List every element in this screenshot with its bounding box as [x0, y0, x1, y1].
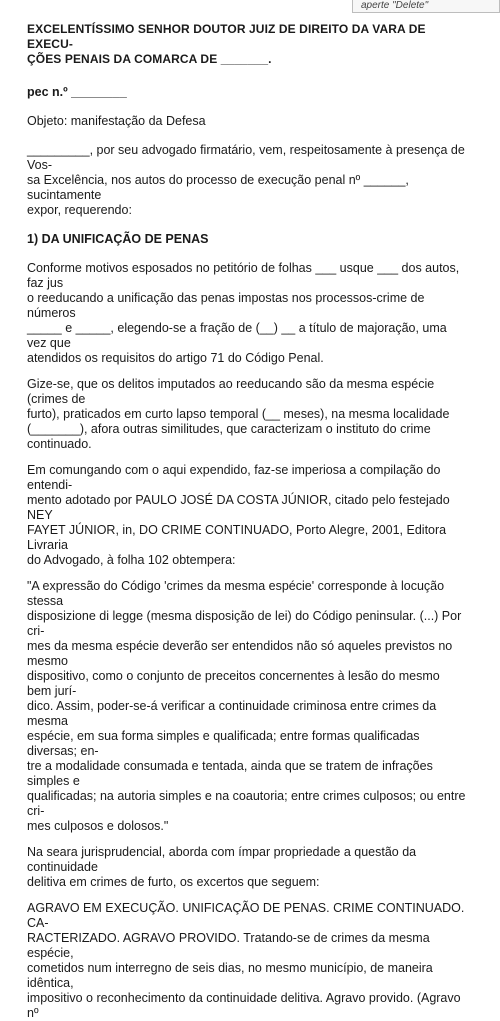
p1-line-2: o reeducando a unificação das penas impostas nos processos-crime de números — [27, 291, 425, 320]
paragraph-3 — [27, 463, 467, 568]
intro-line-2: sa Excelência, nos autos do processo de execução penal nº ______, sucintamente — [27, 173, 409, 202]
p3-line-2: mento adotado por PAULO JOSÉ DA COSTA JÚNIOR, citado pelo festejado NEY — [27, 493, 450, 522]
quote-line-1: "A expressão do Código 'crimes da mesma espécie' corresponde à locução stessa — [27, 579, 445, 608]
quote-line-5: dico. Assim, poder-se-á verificar a continuidade criminosa entre crimes da mesma — [27, 699, 437, 728]
p3-line-1: Em comungando com o aqui expendido, faz-se imperiosa a compilação do entendi- — [27, 463, 441, 492]
p1-line-4: atendidos os requisitos do artigo 71 do Código Penal. — [27, 351, 324, 365]
quote-line-6: espécie, em sua forma simples e qualificada; entre formas qualificadas diversas; en- — [27, 729, 420, 758]
p3-line-3: FAYET JÚNIOR, in, DO CRIME CONTINUADO, Porto Alegre, 2001, Editora Livraria — [27, 523, 447, 552]
paragraph-1 — [27, 261, 467, 366]
document-header — [27, 22, 467, 67]
quote-line-7: tre a modalidade consumada e tentada, ainda que se tratem de infrações simples e — [27, 759, 433, 788]
p2-line-1: Gize-se, que os delitos imputados ao reeducando são da mesma espécie (crimes de — [27, 377, 435, 406]
objeto-line: Objeto: manifestação da Defesa — [27, 114, 206, 128]
quote-line-9: mes culposos e dolosos." — [27, 819, 169, 833]
delete-hint-tooltip — [352, 0, 500, 13]
pec-number-line: pec n.º ________ — [27, 85, 127, 99]
p2-line-3: (_______), afora outras similitudes, que caracterizam o instituto do crime continuado. — [27, 422, 431, 451]
p5-line-4: impositivo o reconhecimento da continuidade delitiva. Agravo provido. (Agravo nº — [27, 991, 461, 1020]
jurisprudence-excerpt — [27, 901, 467, 1021]
header-line-1: EXCELENTÍSSIMO SENHOR DOUTOR JUIZ DE DIREITO DA VARA DE EXECU- — [27, 22, 426, 51]
p4-line-2: delitiva em crimes de furto, os excertos que seguem: — [27, 875, 320, 889]
quote-line-4: dispositivo, como o conjunto de preceitos concernentes à lesão do mesmo bem jurí- — [27, 669, 440, 698]
quote-line-8: qualificadas; na autoria simples e na coautoria; entre crimes culposos; ou entre cri- — [27, 789, 466, 818]
p1-line-1: Conforme motivos esposados no petitório de folhas ___ usque ___ dos autos, faz jus — [27, 261, 460, 290]
quote-line-2: disposizione di legge (mesma disposição de lei) do Código peninsular. (...) Por cri- — [27, 609, 462, 638]
intro-paragraph — [27, 143, 467, 218]
p1-line-3: _____ e _____, elegendo-se a fração de (__) __ a título de majoração, uma vez que — [27, 321, 447, 350]
p5-line-3: cometidos num interregno de seis dias, no mesmo município, de maneira idêntica, — [27, 961, 433, 990]
p5-line-1: AGRAVO EM EXECUÇÃO. UNIFICAÇÃO DE PENAS. CRIME CONTINUADO. CA- — [27, 901, 465, 930]
delete-hint-text: aperte "Delete" — [361, 0, 429, 11]
header-line-2: ÇÕES PENAIS DA COMARCA DE _______. — [27, 52, 272, 66]
paragraph-4 — [27, 845, 467, 890]
intro-line-3: expor, requerendo: — [27, 203, 132, 217]
p3-line-4: do Advogado, à folha 102 obtempera: — [27, 553, 236, 567]
doctrine-quote — [27, 579, 467, 834]
intro-line-1: _________, por seu advogado firmatário, vem, respeitosamente à presença de Vos- — [27, 143, 465, 172]
quote-line-3: mes da mesma espécie deverão ser entendidos não só aqueles previstos no mesmo — [27, 639, 453, 668]
p2-line-2: furto), praticados em curto lapso temporal (__ meses), na mesma localidade — [27, 407, 450, 421]
p4-line-1: Na seara jurisprudencial, aborda com ímpar propriedade a questão da continuidade — [27, 845, 417, 874]
p5-line-2: RACTERIZADO. AGRAVO PROVIDO. Tratando-se de crimes da mesma espécie, — [27, 931, 430, 960]
section-1-title: 1) DA UNIFICAÇÃO DE PENAS — [27, 232, 209, 246]
legal-document — [27, 22, 467, 1021]
paragraph-2 — [27, 377, 467, 452]
